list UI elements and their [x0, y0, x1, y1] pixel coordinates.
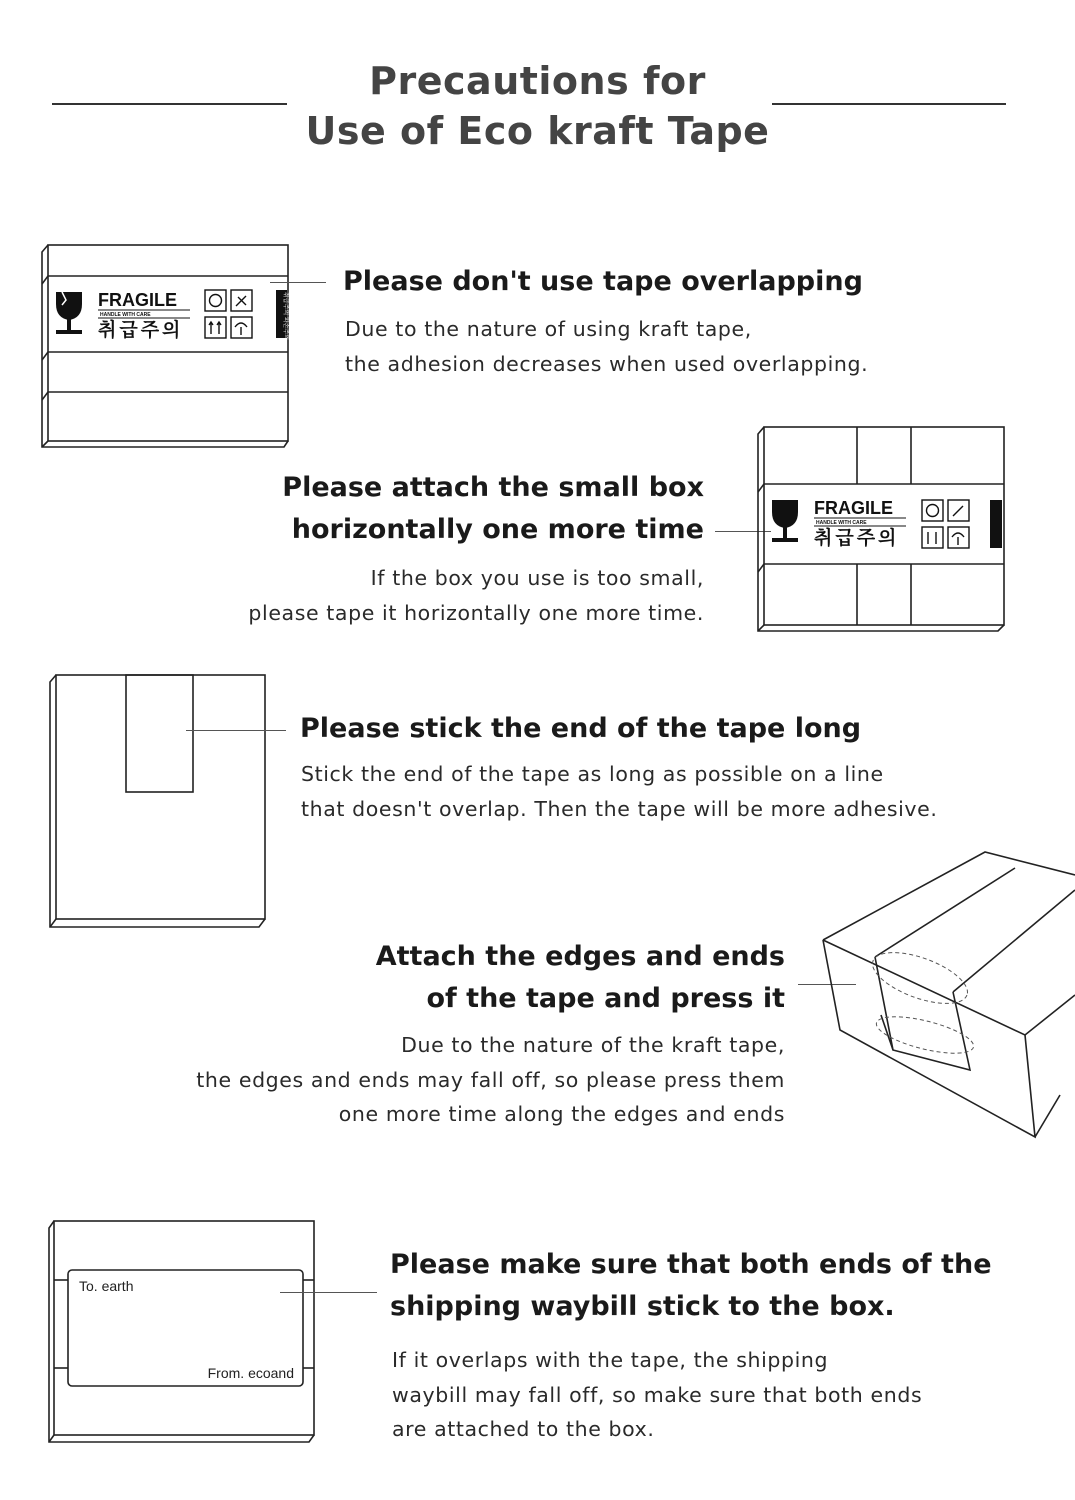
side-text: 취급주의 파손주의 — [282, 292, 288, 341]
page-title-line-2: Use of Eco kraft Tape — [305, 109, 770, 153]
section-3-body-line-2: that doesn't overlap. Then the tape will be more adhesive. — [301, 796, 938, 821]
korean-text-2: 취급주의 — [814, 528, 900, 549]
section-1-body-line-1: Due to the nature of using kraft tape, — [345, 317, 752, 341]
section-4-body-line-3: one more time along the edges and ends — [338, 1102, 785, 1126]
box-3d-illustration — [815, 845, 1075, 1145]
section-2-heading-line-2: horizontally one more time — [291, 514, 704, 545]
section-2-heading — [282, 467, 704, 551]
section-3-heading — [300, 708, 861, 750]
section-1-body-line-2: the adhesion decreases when used overlapping. — [345, 351, 869, 376]
section-4-heading-line-2: of the tape and press it — [426, 983, 785, 1014]
handle-text: HANDLE WITH CARE — [100, 312, 151, 318]
waybill-from: From. ecoand — [207, 1365, 294, 1381]
section-4-heading — [376, 936, 785, 1020]
box-small-illustration — [750, 422, 1012, 637]
section-3-body — [301, 757, 937, 826]
section-3-heading-line-1: Please stick the end of the tape long — [300, 713, 862, 744]
fragile-label-2 — [772, 498, 1002, 549]
korean-text: 취급주의 — [98, 320, 184, 341]
section-2-body-line-1: If the box you use is too small, — [370, 566, 704, 590]
section-4-body — [196, 1028, 785, 1132]
section-5-heading — [390, 1244, 992, 1328]
section-2-body — [248, 561, 704, 630]
section-5-body-line-1: If it overlaps with the tape, the shipping — [392, 1348, 829, 1372]
section-5-body-line-3: are attached to the box. — [392, 1417, 655, 1441]
section-3-body-line-1: Stick the end of the tape as long as possible on a line — [301, 762, 884, 786]
section-2-heading-line-1: Please attach the small box — [282, 472, 704, 503]
section-4-body-line-2: the edges and ends may fall off, so please press them — [196, 1067, 785, 1092]
handle-text-2: HANDLE WITH CARE — [816, 520, 867, 526]
connector-line-3 — [186, 730, 286, 731]
page-title-line-1: Precautions for — [369, 59, 706, 103]
connector-line-5 — [280, 1292, 377, 1293]
section-5-body — [392, 1343, 922, 1447]
fragile-text: FRAGILE — [98, 290, 177, 310]
connector-line-1 — [270, 282, 326, 283]
fragile-label — [56, 290, 290, 341]
section-2-body-line-2: please tape it horizontally one more time. — [248, 600, 704, 625]
section-5-heading-line-2: shipping waybill stick to the box. — [390, 1291, 895, 1322]
section-1-body — [345, 312, 868, 381]
section-5-body-line-2: waybill may fall off, so make sure that both ends — [392, 1382, 923, 1407]
section-1-heading-line-1: Please don't use tape overlapping — [343, 266, 863, 297]
waybill-to: To. earth — [79, 1278, 134, 1294]
section-1-heading — [343, 261, 863, 303]
fragile-text-2: FRAGILE — [814, 498, 893, 518]
section-4-heading-line-1: Attach the edges and ends — [375, 941, 785, 972]
box-waybill-illustration — [44, 1216, 324, 1448]
box-tape-end-illustration — [44, 670, 274, 932]
section-5-heading-line-1: Please make sure that both ends of the — [390, 1249, 992, 1280]
section-4-body-line-1: Due to the nature of the kraft tape, — [401, 1033, 785, 1057]
page-title — [0, 56, 1075, 156]
box-overlap-illustration — [38, 240, 338, 452]
